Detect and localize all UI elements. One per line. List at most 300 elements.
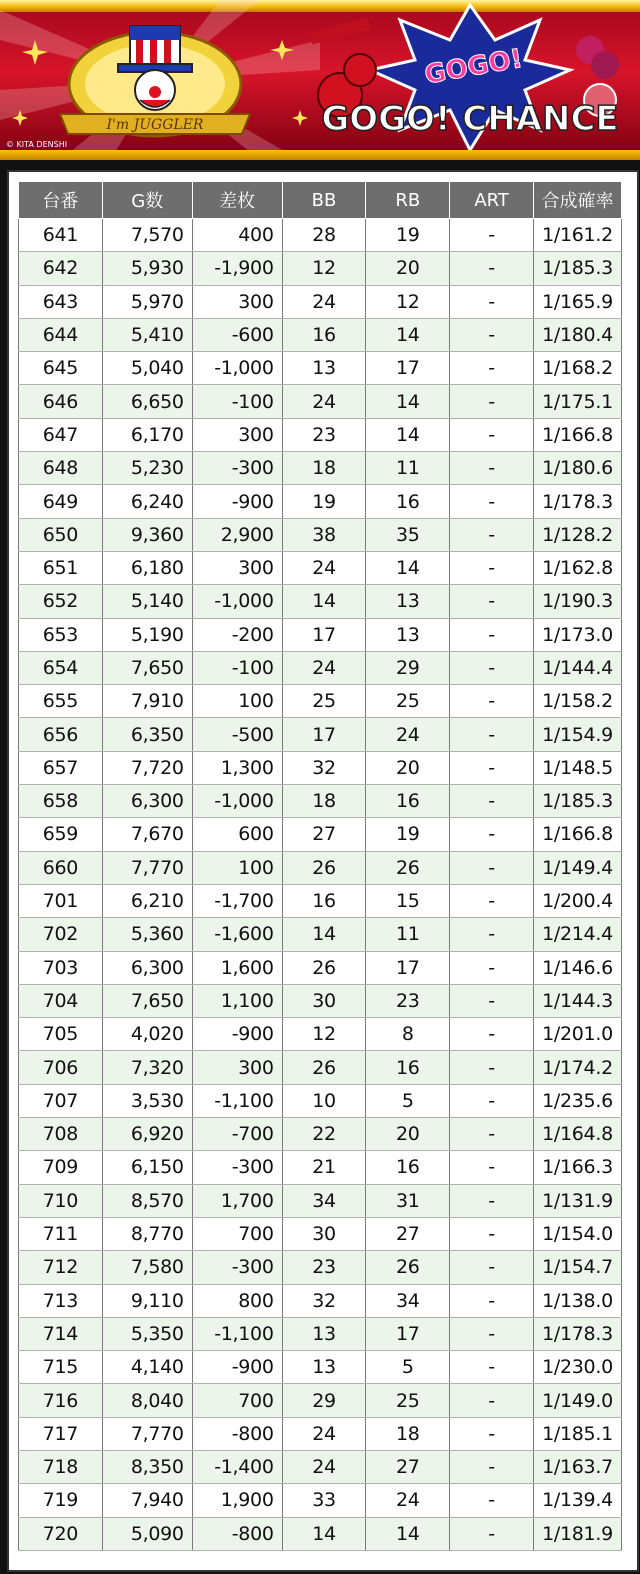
cell-coin-difference: 300 bbox=[192, 551, 282, 584]
table-row bbox=[19, 1084, 622, 1117]
cell-art: - bbox=[450, 1217, 534, 1250]
cell-machine-number: 704 bbox=[19, 984, 103, 1017]
cell-machine-number: 643 bbox=[19, 285, 103, 318]
cell-coin-difference: -300 bbox=[192, 1151, 282, 1184]
cell-combined-probability: 1/163.7 bbox=[533, 1450, 621, 1483]
cell-regular-bonus: 14 bbox=[366, 1517, 450, 1550]
cell-combined-probability: 1/164.8 bbox=[533, 1118, 621, 1151]
table-row bbox=[19, 685, 622, 718]
cell-art: - bbox=[450, 1351, 534, 1384]
cell-game-count: 4,020 bbox=[102, 1018, 192, 1051]
cell-combined-probability: 1/180.6 bbox=[533, 452, 621, 485]
cell-big-bonus: 21 bbox=[282, 1151, 366, 1184]
cell-coin-difference: 300 bbox=[192, 1051, 282, 1084]
cell-big-bonus: 16 bbox=[282, 318, 366, 351]
cell-coin-difference: -1,100 bbox=[192, 1084, 282, 1117]
cell-regular-bonus: 17 bbox=[366, 352, 450, 385]
cell-combined-probability: 1/235.6 bbox=[533, 1084, 621, 1117]
cell-big-bonus: 30 bbox=[282, 984, 366, 1017]
cell-regular-bonus: 17 bbox=[366, 951, 450, 984]
cell-art: - bbox=[450, 1284, 534, 1317]
cell-regular-bonus: 5 bbox=[366, 1351, 450, 1384]
cell-game-count: 5,930 bbox=[102, 252, 192, 285]
cell-combined-probability: 1/168.2 bbox=[533, 352, 621, 385]
cell-machine-number: 660 bbox=[19, 851, 103, 884]
cell-art: - bbox=[450, 618, 534, 651]
cell-game-count: 6,300 bbox=[102, 951, 192, 984]
table-row bbox=[19, 818, 622, 851]
cell-machine-number: 650 bbox=[19, 518, 103, 551]
cell-combined-probability: 1/166.8 bbox=[533, 818, 621, 851]
cell-game-count: 8,350 bbox=[102, 1450, 192, 1483]
cell-big-bonus: 14 bbox=[282, 918, 366, 951]
table-row bbox=[19, 1517, 622, 1550]
cell-machine-number: 657 bbox=[19, 751, 103, 784]
header-banner bbox=[0, 0, 640, 160]
cell-game-count: 6,240 bbox=[102, 485, 192, 518]
cell-art: - bbox=[450, 984, 534, 1017]
cell-coin-difference: -300 bbox=[192, 1251, 282, 1284]
cell-combined-probability: 1/200.4 bbox=[533, 884, 621, 917]
cell-regular-bonus: 25 bbox=[366, 685, 450, 718]
cell-game-count: 5,410 bbox=[102, 318, 192, 351]
cell-game-count: 7,770 bbox=[102, 851, 192, 884]
cell-regular-bonus: 12 bbox=[366, 285, 450, 318]
cell-machine-number: 716 bbox=[19, 1384, 103, 1417]
cell-game-count: 7,770 bbox=[102, 1417, 192, 1450]
table-row bbox=[19, 1051, 622, 1084]
cell-game-count: 6,170 bbox=[102, 418, 192, 451]
cell-regular-bonus: 13 bbox=[366, 585, 450, 618]
cell-combined-probability: 1/144.4 bbox=[533, 651, 621, 684]
cell-machine-number: 717 bbox=[19, 1417, 103, 1450]
table-row bbox=[19, 1184, 622, 1217]
table-row bbox=[19, 1151, 622, 1184]
cell-art: - bbox=[450, 751, 534, 784]
cell-big-bonus: 14 bbox=[282, 585, 366, 618]
cell-art: - bbox=[450, 785, 534, 818]
cell-art: - bbox=[450, 219, 534, 252]
cell-game-count: 5,230 bbox=[102, 452, 192, 485]
cell-art: - bbox=[450, 818, 534, 851]
cell-machine-number: 653 bbox=[19, 618, 103, 651]
cell-big-bonus: 24 bbox=[282, 551, 366, 584]
cell-regular-bonus: 24 bbox=[366, 718, 450, 751]
cell-machine-number: 713 bbox=[19, 1284, 103, 1317]
cell-game-count: 6,350 bbox=[102, 718, 192, 751]
cell-big-bonus: 22 bbox=[282, 1118, 366, 1151]
cell-big-bonus: 17 bbox=[282, 718, 366, 751]
cell-art: - bbox=[450, 1450, 534, 1483]
cell-game-count: 7,650 bbox=[102, 984, 192, 1017]
cell-big-bonus: 24 bbox=[282, 385, 366, 418]
table-row bbox=[19, 1351, 622, 1384]
cell-coin-difference: 800 bbox=[192, 1284, 282, 1317]
cell-art: - bbox=[450, 918, 534, 951]
cell-game-count: 5,090 bbox=[102, 1517, 192, 1550]
cell-game-count: 7,670 bbox=[102, 818, 192, 851]
table-row bbox=[19, 219, 622, 252]
cell-game-count: 5,040 bbox=[102, 352, 192, 385]
table-row bbox=[19, 1018, 622, 1051]
cell-coin-difference: -300 bbox=[192, 452, 282, 485]
cell-regular-bonus: 24 bbox=[366, 1484, 450, 1517]
cell-art: - bbox=[450, 951, 534, 984]
cell-game-count: 5,140 bbox=[102, 585, 192, 618]
cell-coin-difference: 100 bbox=[192, 685, 282, 718]
svg-text:GOGO!: GOGO! bbox=[422, 43, 525, 91]
cell-coin-difference: -1,000 bbox=[192, 352, 282, 385]
cell-coin-difference: -600 bbox=[192, 318, 282, 351]
cell-coin-difference: -800 bbox=[192, 1417, 282, 1450]
banner-bottom-stripe bbox=[0, 150, 640, 160]
table-row bbox=[19, 518, 622, 551]
cell-big-bonus: 13 bbox=[282, 1317, 366, 1350]
header-game-count: G数 bbox=[102, 182, 192, 219]
cell-big-bonus: 23 bbox=[282, 1251, 366, 1284]
cell-machine-number: 642 bbox=[19, 252, 103, 285]
cell-machine-number: 708 bbox=[19, 1118, 103, 1151]
cell-game-count: 8,040 bbox=[102, 1384, 192, 1417]
cell-big-bonus: 26 bbox=[282, 1051, 366, 1084]
cell-machine-number: 654 bbox=[19, 651, 103, 684]
cell-regular-bonus: 14 bbox=[366, 418, 450, 451]
cell-big-bonus: 10 bbox=[282, 1084, 366, 1117]
cell-big-bonus: 29 bbox=[282, 1384, 366, 1417]
cell-combined-probability: 1/144.3 bbox=[533, 984, 621, 1017]
cell-combined-probability: 1/138.0 bbox=[533, 1284, 621, 1317]
cell-art: - bbox=[450, 851, 534, 884]
cell-machine-number: 652 bbox=[19, 585, 103, 618]
table-row bbox=[19, 785, 622, 818]
cell-game-count: 6,210 bbox=[102, 884, 192, 917]
cell-coin-difference: -100 bbox=[192, 651, 282, 684]
cell-combined-probability: 1/175.1 bbox=[533, 385, 621, 418]
cell-regular-bonus: 14 bbox=[366, 318, 450, 351]
cell-combined-probability: 1/173.0 bbox=[533, 618, 621, 651]
cell-game-count: 8,770 bbox=[102, 1217, 192, 1250]
cell-big-bonus: 13 bbox=[282, 352, 366, 385]
cell-big-bonus: 28 bbox=[282, 219, 366, 252]
cell-regular-bonus: 25 bbox=[366, 1384, 450, 1417]
cell-machine-number: 645 bbox=[19, 352, 103, 385]
cell-combined-probability: 1/165.9 bbox=[533, 285, 621, 318]
table-row bbox=[19, 918, 622, 951]
cell-regular-bonus: 11 bbox=[366, 452, 450, 485]
cell-combined-probability: 1/154.7 bbox=[533, 1251, 621, 1284]
table-row bbox=[19, 285, 622, 318]
cell-coin-difference: 100 bbox=[192, 851, 282, 884]
cell-machine-number: 658 bbox=[19, 785, 103, 818]
cell-game-count: 6,180 bbox=[102, 551, 192, 584]
cell-combined-probability: 1/178.3 bbox=[533, 1317, 621, 1350]
cell-regular-bonus: 19 bbox=[366, 818, 450, 851]
cell-machine-number: 712 bbox=[19, 1251, 103, 1284]
cell-machine-number: 701 bbox=[19, 884, 103, 917]
cell-machine-number: 720 bbox=[19, 1517, 103, 1550]
table-row bbox=[19, 851, 622, 884]
cell-big-bonus: 24 bbox=[282, 651, 366, 684]
cell-machine-number: 707 bbox=[19, 1084, 103, 1117]
cell-big-bonus: 34 bbox=[282, 1184, 366, 1217]
table-row bbox=[19, 651, 622, 684]
cell-regular-bonus: 35 bbox=[366, 518, 450, 551]
table-row bbox=[19, 418, 622, 451]
cell-combined-probability: 1/230.0 bbox=[533, 1351, 621, 1384]
cell-coin-difference: -1,100 bbox=[192, 1317, 282, 1350]
data-table-frame bbox=[9, 172, 637, 1570]
cell-machine-number: 715 bbox=[19, 1351, 103, 1384]
cell-coin-difference: 400 bbox=[192, 219, 282, 252]
cell-machine-number: 718 bbox=[19, 1450, 103, 1483]
cell-art: - bbox=[450, 718, 534, 751]
cell-combined-probability: 1/158.2 bbox=[533, 685, 621, 718]
cell-game-count: 6,300 bbox=[102, 785, 192, 818]
cell-coin-difference: 2,900 bbox=[192, 518, 282, 551]
gogo-chance-logo bbox=[300, 0, 640, 160]
cell-game-count: 7,580 bbox=[102, 1251, 192, 1284]
header-combined-probability: 合成確率 bbox=[533, 182, 621, 219]
table-row bbox=[19, 718, 622, 751]
table-row bbox=[19, 1251, 622, 1284]
cell-art: - bbox=[450, 1484, 534, 1517]
cell-game-count: 3,530 bbox=[102, 1084, 192, 1117]
cell-regular-bonus: 18 bbox=[366, 1417, 450, 1450]
copyright-text: © KITA DENSHI bbox=[6, 140, 68, 149]
cell-game-count: 5,970 bbox=[102, 285, 192, 318]
table-row bbox=[19, 1417, 622, 1450]
table-row bbox=[19, 1317, 622, 1350]
table-row bbox=[19, 385, 622, 418]
cell-art: - bbox=[450, 385, 534, 418]
cell-art: - bbox=[450, 318, 534, 351]
cell-regular-bonus: 29 bbox=[366, 651, 450, 684]
cell-machine-number: 705 bbox=[19, 1018, 103, 1051]
cell-coin-difference: 1,100 bbox=[192, 984, 282, 1017]
cell-game-count: 7,570 bbox=[102, 219, 192, 252]
cell-game-count: 9,110 bbox=[102, 1284, 192, 1317]
cell-art: - bbox=[450, 418, 534, 451]
cell-coin-difference: 700 bbox=[192, 1217, 282, 1250]
cell-art: - bbox=[450, 1251, 534, 1284]
cell-machine-number: 702 bbox=[19, 918, 103, 951]
cell-coin-difference: -200 bbox=[192, 618, 282, 651]
cell-regular-bonus: 16 bbox=[366, 485, 450, 518]
cell-regular-bonus: 27 bbox=[366, 1450, 450, 1483]
cell-big-bonus: 24 bbox=[282, 285, 366, 318]
cell-big-bonus: 27 bbox=[282, 818, 366, 851]
cell-combined-probability: 1/185.3 bbox=[533, 252, 621, 285]
cell-art: - bbox=[450, 518, 534, 551]
cell-big-bonus: 13 bbox=[282, 1351, 366, 1384]
cell-machine-number: 651 bbox=[19, 551, 103, 584]
cell-regular-bonus: 15 bbox=[366, 884, 450, 917]
cell-art: - bbox=[450, 585, 534, 618]
cell-art: - bbox=[450, 485, 534, 518]
gogo-chance-logo-text: GOGO! CHANCE bbox=[321, 99, 619, 139]
cell-big-bonus: 26 bbox=[282, 951, 366, 984]
cell-art: - bbox=[450, 1384, 534, 1417]
cell-regular-bonus: 31 bbox=[366, 1184, 450, 1217]
cell-coin-difference: 300 bbox=[192, 418, 282, 451]
cell-coin-difference: -700 bbox=[192, 1118, 282, 1151]
cell-art: - bbox=[450, 1084, 534, 1117]
cell-coin-difference: -900 bbox=[192, 1018, 282, 1051]
cell-game-count: 7,650 bbox=[102, 651, 192, 684]
table-row bbox=[19, 1484, 622, 1517]
cell-combined-probability: 1/154.9 bbox=[533, 718, 621, 751]
cell-machine-number: 659 bbox=[19, 818, 103, 851]
table-row bbox=[19, 318, 622, 351]
cell-regular-bonus: 34 bbox=[366, 1284, 450, 1317]
cell-big-bonus: 24 bbox=[282, 1417, 366, 1450]
cell-combined-probability: 1/166.3 bbox=[533, 1151, 621, 1184]
cell-game-count: 6,650 bbox=[102, 385, 192, 418]
cell-coin-difference: 1,600 bbox=[192, 951, 282, 984]
table-row bbox=[19, 751, 622, 784]
table-row bbox=[19, 884, 622, 917]
cell-regular-bonus: 14 bbox=[366, 385, 450, 418]
slot-data-table bbox=[18, 181, 622, 1551]
cell-big-bonus: 14 bbox=[282, 1517, 366, 1550]
cell-regular-bonus: 14 bbox=[366, 551, 450, 584]
cell-combined-probability: 1/149.0 bbox=[533, 1384, 621, 1417]
cell-combined-probability: 1/180.4 bbox=[533, 318, 621, 351]
cell-machine-number: 644 bbox=[19, 318, 103, 351]
table-row bbox=[19, 984, 622, 1017]
cell-regular-bonus: 8 bbox=[366, 1018, 450, 1051]
cell-big-bonus: 23 bbox=[282, 418, 366, 451]
cell-regular-bonus: 16 bbox=[366, 785, 450, 818]
table-row bbox=[19, 551, 622, 584]
cell-big-bonus: 12 bbox=[282, 252, 366, 285]
cell-coin-difference: 300 bbox=[192, 285, 282, 318]
cell-big-bonus: 25 bbox=[282, 685, 366, 718]
cell-game-count: 4,140 bbox=[102, 1351, 192, 1384]
table-header-row bbox=[19, 182, 622, 219]
cell-combined-probability: 1/131.9 bbox=[533, 1184, 621, 1217]
cell-combined-probability: 1/174.2 bbox=[533, 1051, 621, 1084]
cell-combined-probability: 1/148.5 bbox=[533, 751, 621, 784]
cell-art: - bbox=[450, 1118, 534, 1151]
cell-machine-number: 719 bbox=[19, 1484, 103, 1517]
cell-game-count: 9,360 bbox=[102, 518, 192, 551]
cell-machine-number: 656 bbox=[19, 718, 103, 751]
cell-art: - bbox=[450, 285, 534, 318]
cell-regular-bonus: 19 bbox=[366, 219, 450, 252]
cell-big-bonus: 32 bbox=[282, 751, 366, 784]
cell-coin-difference: -900 bbox=[192, 1351, 282, 1384]
cell-combined-probability: 1/178.3 bbox=[533, 485, 621, 518]
cell-regular-bonus: 20 bbox=[366, 1118, 450, 1151]
cell-game-count: 7,910 bbox=[102, 685, 192, 718]
cell-combined-probability: 1/201.0 bbox=[533, 1018, 621, 1051]
cell-coin-difference: -100 bbox=[192, 385, 282, 418]
header-art: ART bbox=[450, 182, 534, 219]
cell-big-bonus: 30 bbox=[282, 1217, 366, 1250]
cell-big-bonus: 32 bbox=[282, 1284, 366, 1317]
cell-coin-difference: 1,900 bbox=[192, 1484, 282, 1517]
cell-regular-bonus: 27 bbox=[366, 1217, 450, 1250]
cell-big-bonus: 16 bbox=[282, 884, 366, 917]
cell-machine-number: 706 bbox=[19, 1051, 103, 1084]
cell-coin-difference: -1,000 bbox=[192, 585, 282, 618]
header-coin-difference: 差枚 bbox=[192, 182, 282, 219]
cell-big-bonus: 18 bbox=[282, 452, 366, 485]
cell-combined-probability: 1/166.8 bbox=[533, 418, 621, 451]
cell-art: - bbox=[450, 551, 534, 584]
cell-regular-bonus: 23 bbox=[366, 984, 450, 1017]
cell-game-count: 5,360 bbox=[102, 918, 192, 951]
cell-big-bonus: 24 bbox=[282, 1450, 366, 1483]
cell-coin-difference: -500 bbox=[192, 718, 282, 751]
cell-regular-bonus: 16 bbox=[366, 1151, 450, 1184]
cell-machine-number: 714 bbox=[19, 1317, 103, 1350]
cell-combined-probability: 1/162.8 bbox=[533, 551, 621, 584]
cell-big-bonus: 12 bbox=[282, 1018, 366, 1051]
table-body bbox=[19, 219, 622, 1551]
cell-combined-probability: 1/161.2 bbox=[533, 219, 621, 252]
cell-machine-number: 646 bbox=[19, 385, 103, 418]
cell-game-count: 7,720 bbox=[102, 751, 192, 784]
cell-combined-probability: 1/185.3 bbox=[533, 785, 621, 818]
table-row bbox=[19, 1217, 622, 1250]
cell-machine-number: 649 bbox=[19, 485, 103, 518]
header-big-bonus: BB bbox=[282, 182, 366, 219]
table-row bbox=[19, 452, 622, 485]
cell-regular-bonus: 16 bbox=[366, 1051, 450, 1084]
table-row bbox=[19, 1450, 622, 1483]
cell-machine-number: 709 bbox=[19, 1151, 103, 1184]
cell-game-count: 7,320 bbox=[102, 1051, 192, 1084]
cell-coin-difference: -800 bbox=[192, 1517, 282, 1550]
table-row bbox=[19, 618, 622, 651]
cell-art: - bbox=[450, 1151, 534, 1184]
cell-art: - bbox=[450, 685, 534, 718]
cell-regular-bonus: 11 bbox=[366, 918, 450, 951]
cell-coin-difference: -1,600 bbox=[192, 918, 282, 951]
cell-regular-bonus: 20 bbox=[366, 751, 450, 784]
cell-game-count: 5,350 bbox=[102, 1317, 192, 1350]
juggler-logo-text: I'm JUGGLER bbox=[106, 117, 204, 133]
cell-machine-number: 710 bbox=[19, 1184, 103, 1217]
cell-game-count: 7,940 bbox=[102, 1484, 192, 1517]
cell-art: - bbox=[450, 1184, 534, 1217]
cell-game-count: 6,150 bbox=[102, 1151, 192, 1184]
cell-combined-probability: 1/185.1 bbox=[533, 1417, 621, 1450]
cell-regular-bonus: 26 bbox=[366, 851, 450, 884]
cell-machine-number: 648 bbox=[19, 452, 103, 485]
cell-big-bonus: 26 bbox=[282, 851, 366, 884]
cell-coin-difference: 1,300 bbox=[192, 751, 282, 784]
cell-machine-number: 647 bbox=[19, 418, 103, 451]
header-machine-number: 台番 bbox=[19, 182, 103, 219]
cell-regular-bonus: 13 bbox=[366, 618, 450, 651]
cell-coin-difference: -1,000 bbox=[192, 785, 282, 818]
cell-coin-difference: 600 bbox=[192, 818, 282, 851]
cell-coin-difference: -1,400 bbox=[192, 1450, 282, 1483]
cell-regular-bonus: 26 bbox=[366, 1251, 450, 1284]
cell-coin-difference: -900 bbox=[192, 485, 282, 518]
cell-machine-number: 703 bbox=[19, 951, 103, 984]
cell-big-bonus: 17 bbox=[282, 618, 366, 651]
cell-art: - bbox=[450, 1317, 534, 1350]
cell-big-bonus: 33 bbox=[282, 1484, 366, 1517]
cell-art: - bbox=[450, 252, 534, 285]
header-regular-bonus: RB bbox=[366, 182, 450, 219]
juggler-logo bbox=[30, 22, 280, 140]
cell-big-bonus: 38 bbox=[282, 518, 366, 551]
